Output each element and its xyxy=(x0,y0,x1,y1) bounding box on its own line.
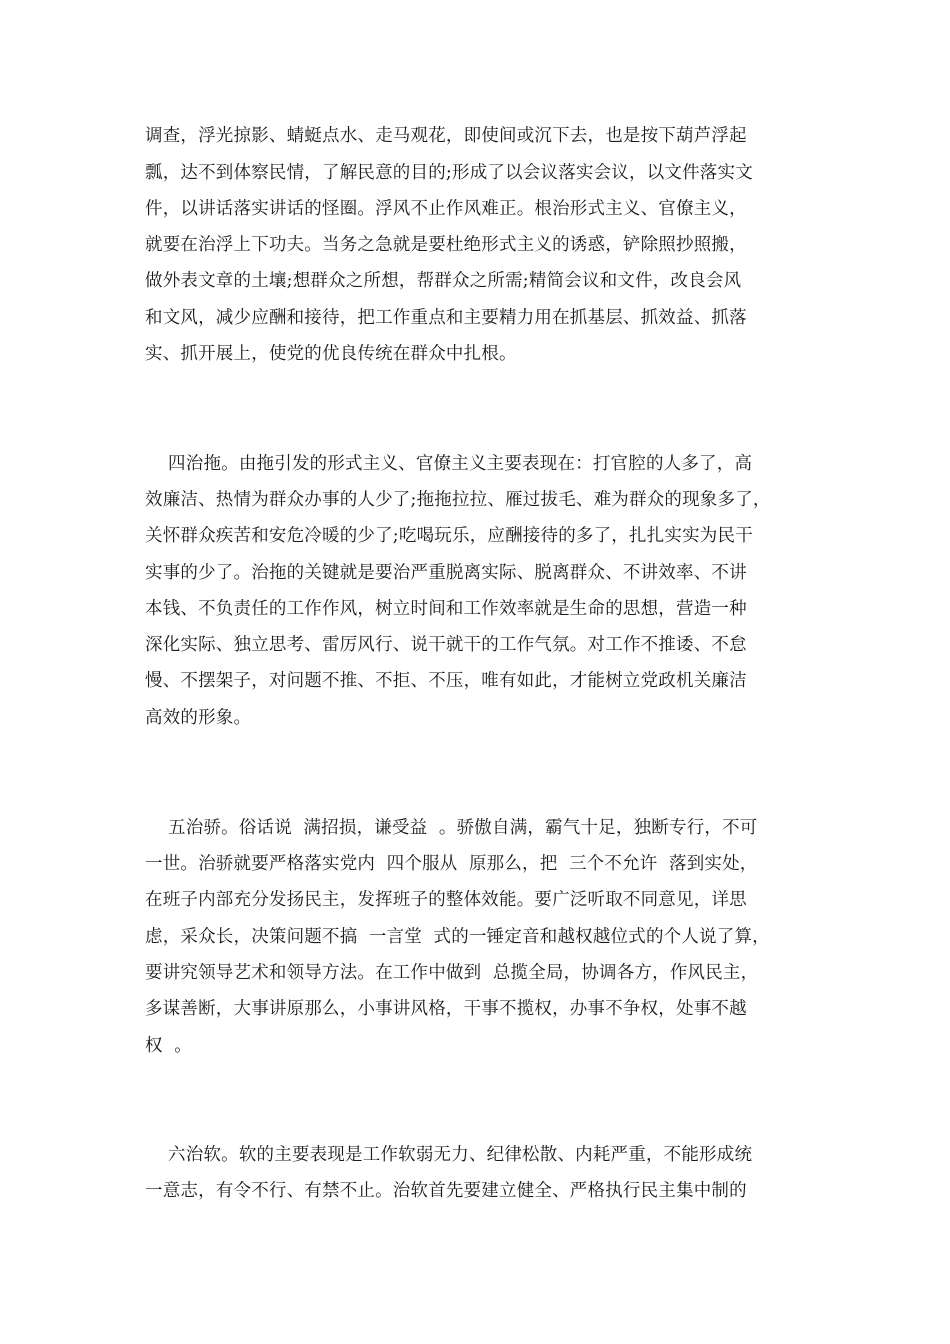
paragraph-4-line-1: 六治软。软的主要表现是工作软弱无力、纪律松散、内耗严重，不能形成统 xyxy=(145,1145,753,1165)
paragraph-2-line-6: 深化实际、独立思考、雷厉风行、说干就干的工作气氛。对工作不推诿、不怠 xyxy=(145,635,747,655)
paragraph-3-line-4: 虑，采众长，决策问题不搞 一言堂 式的一锤定音和越权越位式的个人说了算， xyxy=(145,927,770,947)
paragraph-4-line-2: 一意志，有令不行、有禁不止。治软首先要建立健全、严格执行民主集中制的 xyxy=(145,1181,747,1201)
paragraph-1-line-2: 瓢，达不到体察民情，了解民意的目的;形成了以会议落实会议，以文件落实文 xyxy=(145,163,753,183)
paragraph-2-line-4: 实事的少了。治拖的关键就是要治严重脱离实际、脱离群众、不讲效率、不讲 xyxy=(145,563,747,583)
paragraph-3-line-5: 要讲究领导艺术和领导方法。在工作中做到 总揽全局，协调各方，作风民主， xyxy=(145,963,759,983)
paragraph-1-line-5: 做外表文章的土壤;想群众之所想，帮群众之所需;精简会议和文件，改良会风 xyxy=(145,271,742,291)
paragraph-3-line-7: 权 。 xyxy=(145,1036,192,1056)
paragraph-1-line-3: 件，以讲话落实讲话的怪圈。浮风不止作风难正。根治形式主义、官僚主义， xyxy=(145,199,747,219)
paragraph-2-line-3: 关怀群众疾苦和安危冷暖的少了;吃喝玩乐，应酬接待的多了，扎扎实实为民干 xyxy=(145,526,753,546)
paragraph-3-line-3: 在班子内部充分发扬民主，发挥班子的整体效能。要广泛听取不同意见，详思 xyxy=(145,890,747,910)
paragraph-3-line-6: 多谋善断，大事讲原那么，小事讲风格，干事不揽权，办事不争权，处事不越 xyxy=(145,999,747,1019)
paragraph-2-line-7: 慢、不摆架子，对问题不推、不拒、不压，唯有如此，才能树立党政机关廉洁 xyxy=(145,671,747,691)
paragraph-3-line-1: 五治骄。俗话说 满招损，谦受益 。骄傲自满，霸气十足，独断专行，不可 xyxy=(145,818,758,838)
paragraph-2-line-5: 本钱、不负责任的工作作风，树立时间和工作效率就是生命的思想，营造一种 xyxy=(145,599,747,619)
paragraph-2-line-1: 四治拖。由拖引发的形式主义、官僚主义主要表现在：打官腔的人多了，高 xyxy=(145,454,753,474)
paragraph-1-line-6: 和文风，减少应酬和接待，把工作重点和主要精力用在抓基层、抓效益、抓落 xyxy=(145,308,747,328)
paragraph-3-line-2: 一世。治骄就要严格落实党内 四个服从 原那么，把 三个不允许 落到实处， xyxy=(145,854,758,874)
paragraph-1-line-1: 调查，浮光掠影、蜻蜓点水、走马观花，即使间或沉下去，也是按下葫芦浮起 xyxy=(145,126,747,146)
paragraph-1-line-7: 实、抓开展上，使党的优良传统在群众中扎根。 xyxy=(145,344,517,364)
paragraph-2-line-8: 高效的形象。 xyxy=(145,708,252,728)
paragraph-2-line-2: 效廉洁、热情为群众办事的人少了;拖拖拉拉、雁过拔毛、难为群众的现象多了， xyxy=(145,490,771,510)
paragraph-1-line-4: 就要在治浮上下功夫。当务之急就是要杜绝形式主义的诱惑，铲除照抄照搬， xyxy=(145,235,747,255)
